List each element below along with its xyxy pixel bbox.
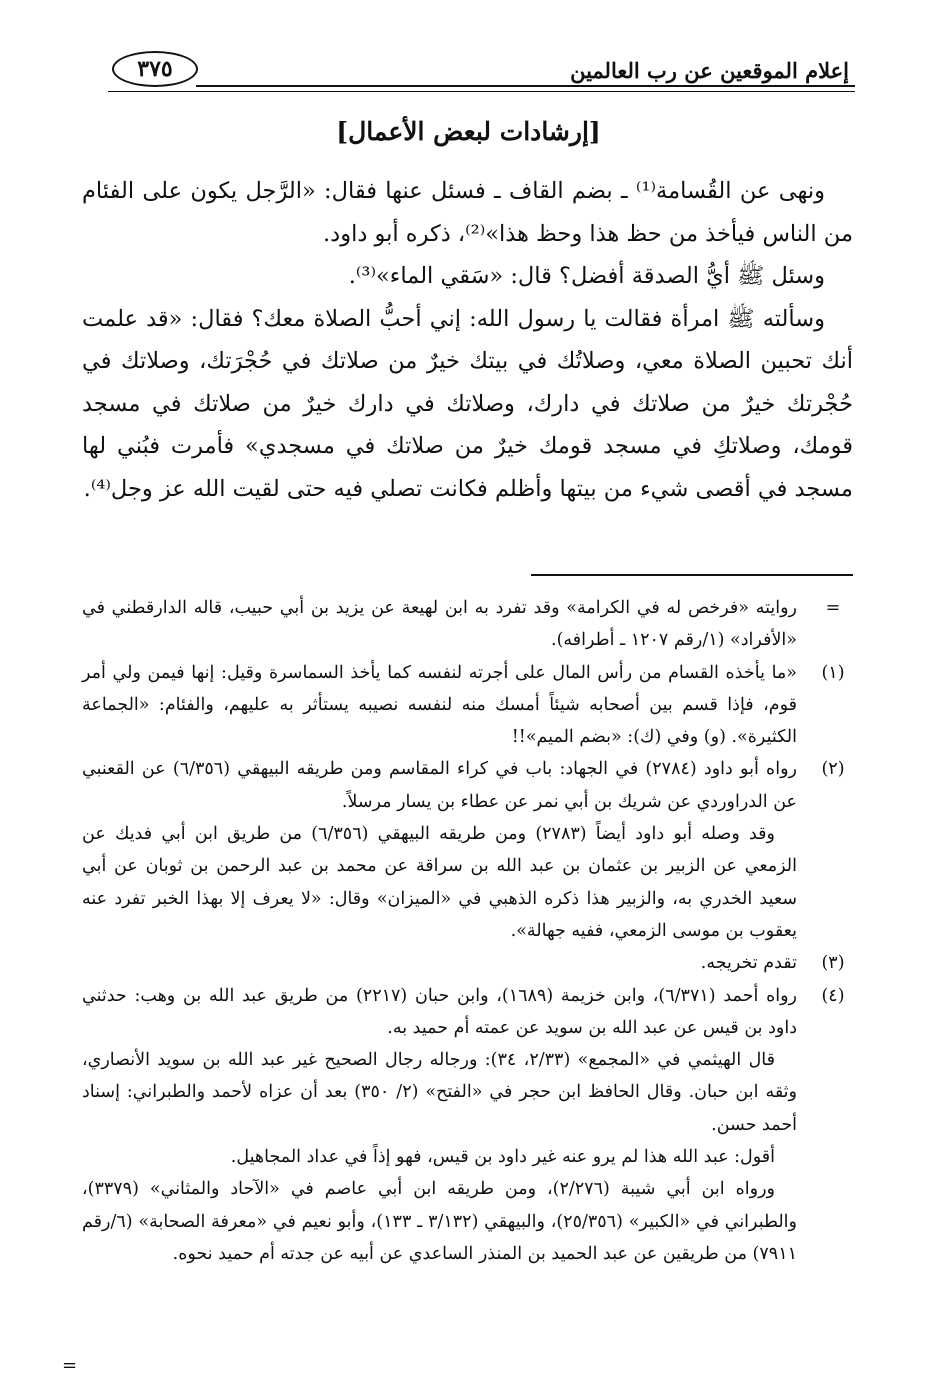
footnote-continuation — [82, 592, 853, 657]
footnote-2 — [82, 753, 853, 947]
footnote-text: تقدم تخريجه. — [700, 953, 797, 974]
footnote-text: رواه أحمد (٦/٣٧١)، وابن خزيمة (١٦٨٩)، وابن حبان (٢٢١٧) من طريق عبد الله بن وهب: حدثني داود بن قيس عن عبد الله بن سويد عن عمته أم حميد به. — [82, 985, 798, 1038]
section-heading: [إرشادات لبعض الأعمال] — [336, 117, 601, 146]
footnote-4 — [82, 980, 853, 1271]
main-paragraph-2: وسئل ﷺ أيُّ الصدقة أفضل؟ قال: «سَقي الماء»⁽³⁾. — [348, 263, 825, 289]
footnote-text: «ما يأخذه القسام من رأس المال على أجرته لنفسه كما يأخذ السماسرة وقيل: إنها فيمن ولي أمر قوم، فإذا قسم بين أصحابه شيئاً أمسك منه لنفسه نصيبه يستأثر به عليهم، والفئام: «الجماعة الكثيرة». (و) وفي (ك): «بضم الميم»!! — [82, 662, 797, 748]
running-title: إعلام الموقعين عن رب العالمين — [570, 58, 849, 83]
footnote-text: روايته «فرخص له في الكرامة» وقد تفرد به ابن لهيعة عن يزيد بن أبي حبيب، قاله الدارقطني في «الأفراد» (١/رقم ١٢٠٧ ـ أطرافه). — [82, 598, 797, 651]
footnote-text: وقد وصله أبو داود أيضاً (٢٧٨٣) ومن طريقه البيهقي (٦/٣٥٦) من طريق ابن أبي فديك عن الزمعي عن الزبير بن عثمان بن عبد الله بن سراقة عن محمد بن عبد الرحمن بن ثوبان عن أبي سعيد الخدري به، والزبير هذا ذكره الذهبي في «الميزان» وقال: «لا يعرف إلا بهذا الخبر تفرد عنه يعقوب بن موسى الزمعي، ففيه جهالة». — [82, 824, 797, 941]
main-paragraph-3: وسألته ﷺ امرأة فقالت يا رسول الله: إني أحبُّ الصلاة معك؟ فقال: «قد علمت أنك تحبين الصلاة معي، وصلاتُك في بيتك خيرٌ من صلاتك في حُجْرَتك، وصلاتك في حُجْرتك خيرٌ من صلاتك في دارك، وصلاتك في دارك خيرٌ من صلاتك في مسجد قومك، وصلاتكِ في مسجد قومك خيرٌ من صلاتك في مسجدي» فأمرت فبُني لها مسجد في أقصى شيء من بيتها وأظلم فكانت تصلي فيه حتى لقيت الله عز وجل⁽⁴⁾. — [82, 305, 853, 502]
footnote-text: ورواه ابن أبي شيبة (٢/٢٧٦)، ومن طريقه ابن أبي عاصم في «الآحاد والمثاني» (٣٣٧٩)، والطبراني في «الكبير» (٢٥/٣٥٦)، والبيهقي (٣/١٣٢ ـ ١٣٣)، وأبو نعيم في «معرفة الصحابة» (٦/رقم ٧٩١١) من طريقين عن عبد الحميد بن المنذر الساعدي عن أبيه عن جدته أم حميد نحوه. — [82, 1179, 797, 1264]
continuation-mark: = — [62, 1355, 78, 1376]
footnote-1 — [82, 657, 853, 754]
header-rule-thin — [108, 91, 855, 92]
header-rule-thick — [196, 85, 855, 87]
footnote-mark: = — [825, 598, 841, 618]
footnote-mark: (١) — [821, 662, 845, 683]
footnote-mark: (٤) — [821, 985, 845, 1006]
footnote-text: رواه أبو داود (٢٧٨٤) في الجهاد: باب في كراء المقاسم ومن طريقه البيهقي (٦/٣٥٦) عن القعنبي عن الدراوردي عن شريك بن أبي نمر عن عطاء بن يسار مرسلاً. — [82, 759, 797, 812]
footnote-text: أقول: عبد الله هذا لم يرو عنه غير داود بن قيس، فهو إذاً في عداد المجاهيل. — [230, 1147, 775, 1168]
footnote-mark: (٢) — [821, 759, 845, 780]
page-number: ٣٧٥ — [112, 51, 198, 87]
footnote-3 — [82, 947, 853, 979]
main-text — [82, 170, 853, 510]
footnote-mark: (٣) — [821, 953, 845, 974]
footnote-text: قال الهيثمي في «المجمع» (٢/٣٣، ٣٤): ورجاله رجال الصحيح غير عبد الله بن سويد الأنصاري، وثقه ابن حبان. وقال الحافظ ابن حجر في «الفتح» (٢/ ٣٥٠) بعد أن عزاه لأحمد والطبراني: إسناد أحمد حسن. — [82, 1050, 797, 1135]
main-paragraph-1: ونهى عن القُسامة⁽¹⁾ ـ بضم القاف ـ فسئل عنها فقال: «الرَّجل يكون على الفئام من الناس فيأخذ من حظ هذا وحظ هذا»⁽²⁾، ذكره أبو داود. — [82, 178, 853, 247]
footnotes — [82, 592, 853, 1270]
footnote-separator — [531, 574, 853, 576]
